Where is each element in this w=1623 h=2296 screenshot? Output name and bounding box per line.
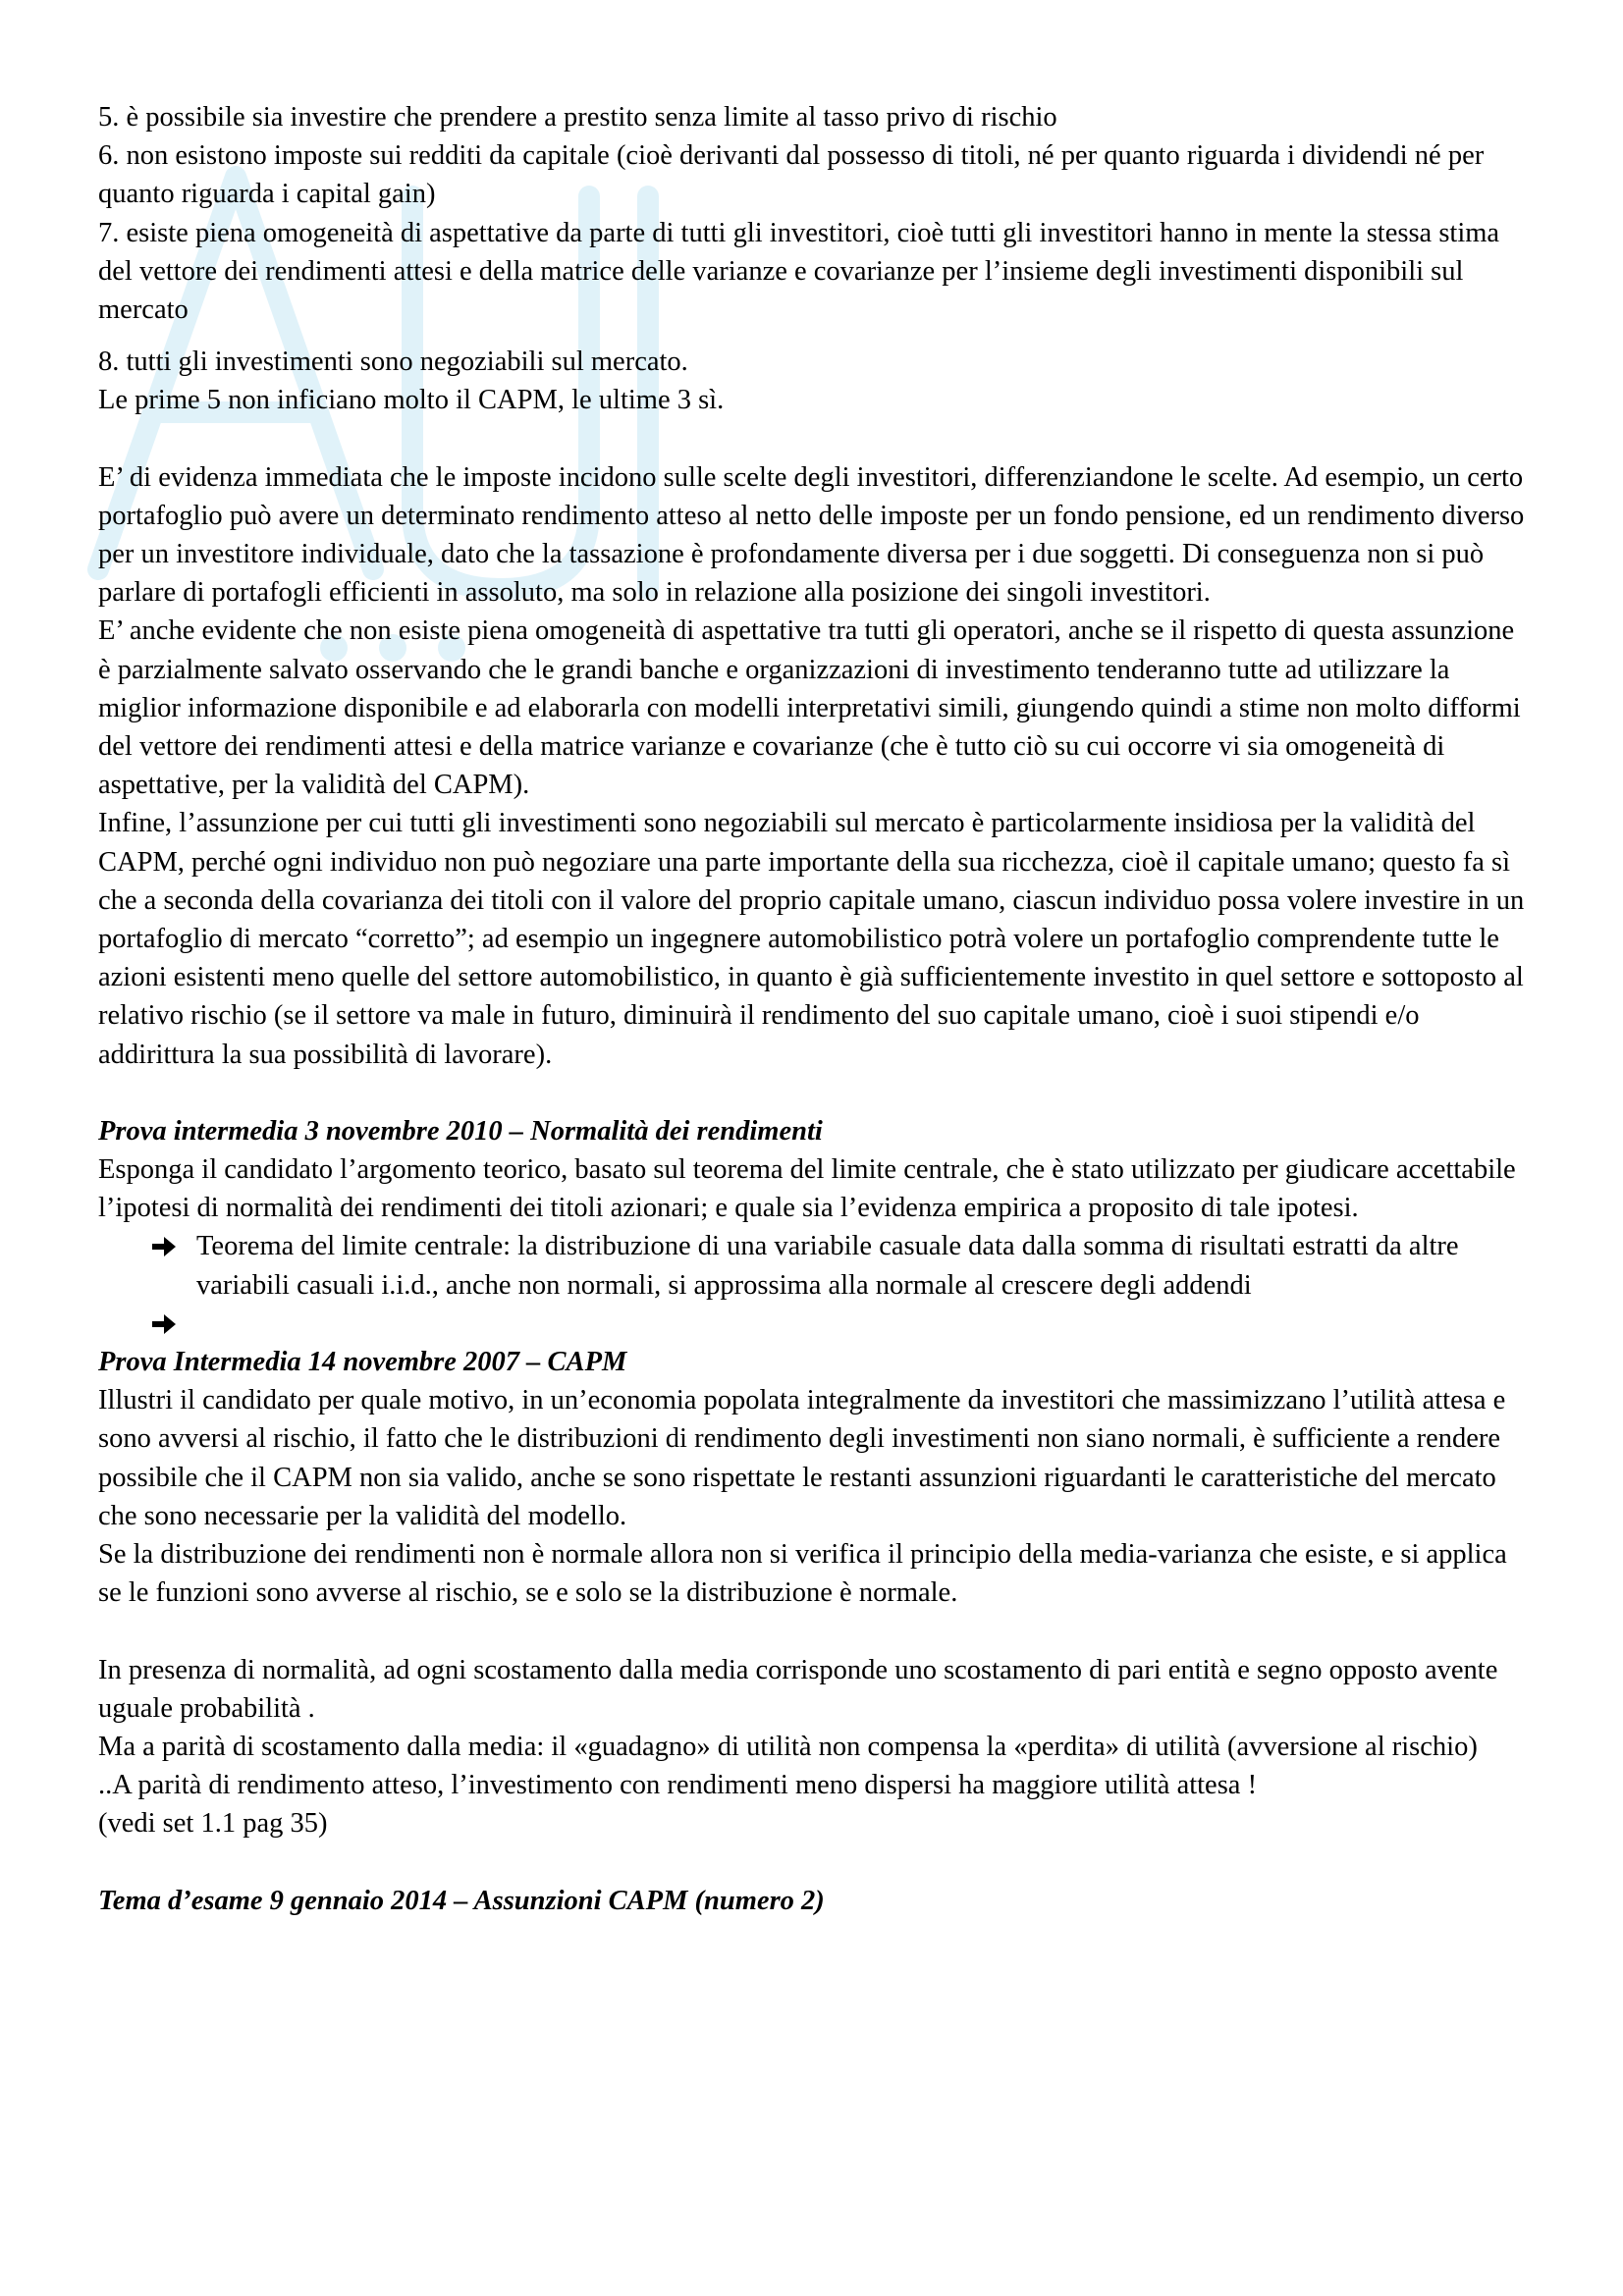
- discussion-block: [98, 458, 1532, 1074]
- assumption-item-6: 6. non esistono imposte sui redditi da capitale (cioè derivanti dal possesso di titoli, né per quanto riguarda i dividendi né per quanto riguarda i capital gain): [98, 140, 1485, 210]
- assumption-item-5: 5. è possibile sia investire che prendere a prestito senza limite al tasso privo di rischio: [98, 102, 1057, 133]
- assumption-item-7: 7. esiste piena omogeneità di aspettative da parte di tutti gli investitori, cioè tutti gli investitori hanno in mente la stessa stima del vettore dei rendimenti attesi e della matrice delle varianze e covarianze per l’insieme degli investimenti disponibili sul mercato: [98, 217, 1500, 326]
- bullet-item: [98, 1305, 1532, 1343]
- answer-bullet-list: [98, 1227, 1532, 1343]
- assumption-item-8: 8. tutti gli investimenti sono negoziabili sul mercato.: [98, 347, 688, 378]
- section-normality: [98, 1112, 1532, 1343]
- right-arrow-icon: [151, 1313, 177, 1335]
- bullet-item: [98, 1227, 1532, 1304]
- section-exam-2014: [98, 1882, 1532, 1920]
- discussion-paragraph-expectations: E’ anche evidente che non esiste piena omogeneità di aspettative tra tutti gli operatori, anche se il rispetto di questa assunzione è parzialmente salvato osservando che le grandi banche e organizzazioni di investimento tenderanno tutte ad utilizzare la miglior informazione disponibile e ad elaborarla con modelli interpretativi simili, giungendo quindi a stime non molto difformi del vettore dei rendimenti attesi e della matrice varianze e covarianze (che è tutto ciò su cui occorre vi sia omogeneità di aspettative, per la validità del CAPM).: [98, 615, 1521, 801]
- section-capm: [98, 1343, 1532, 1842]
- section-heading-normality: Prova intermedia 3 novembre 2010 – Normalità dei rendimenti: [98, 1115, 823, 1147]
- document-page: [98, 98, 1532, 1920]
- right-arrow-icon: [151, 1236, 177, 1257]
- section-heading-capm: Prova Intermedia 14 novembre 2007 – CAPM: [98, 1347, 627, 1378]
- assumptions-summary: Le prime 5 non inficiano molto il CAPM, le ultime 3 sì.: [98, 385, 725, 416]
- note-normality-symmetry: In presenza di normalità, ad ogni scostamento dalla media corrisponde uno scostamento di pari entità e segno opposto avente uguale probabilità .: [98, 1654, 1498, 1724]
- answer-capm: Se la distribuzione dei rendimenti non è normale allora non si verifica il principio della media-varianza che esiste, e si applica se le funzioni sono avverse al rischio, se e solo se la distribuzione è normale.: [98, 1539, 1507, 1609]
- question-capm: Illustri il candidato per quale motivo, in un’economia popolata integralmente da investitori che massimizzano l’utilità attesa e sono avversi al rischio, il fatto che le distribuzioni di rendimento degli investimenti non siano normali, è sufficiente a rendere possibile che il CAPM non sia valido, anche se sono rispettate le restanti assunzioni riguardanti le caratteristiche del mercato che sono necessarie per la validità del modello.: [98, 1385, 1506, 1531]
- section-heading-exam-2014: Tema d’esame 9 gennaio 2014 – Assunzioni CAPM (numero 2): [98, 1885, 825, 1916]
- discussion-paragraph-taxes: E’ di evidenza immediata che le imposte incidono sulle scelte degli investitori, differenziandone le scelte. Ad esempio, un certo portafoglio può avere un determinato rendimento atteso al netto delle imposte per un fondo pensione, ed un rendimento diverso per un investitore individuale, dato che la tassazione è profondamente diversa per i due soggetti. Di conseguenza non si può parlare di portafogli efficienti in assoluto, ma solo in relazione alla posizione dei singoli investitori.: [98, 461, 1525, 609]
- note-reference: (vedi set 1.1 pag 35): [98, 1808, 328, 1840]
- question-normality: Esponga il candidato l’argomento teorico, basato sul teorema del limite centrale, che è stato utilizzato per giudicare accettabile l’ipotesi di normalità dei rendimenti dei titoli azionari; e quale sia l’evidenza empirica a proposito di tale ipotesi.: [98, 1154, 1516, 1224]
- note-expected-utility: ..A parità di rendimento atteso, l’investimento con rendimenti meno dispersi ha maggiore utilità attesa !: [98, 1770, 1258, 1801]
- discussion-paragraph-human-capital: Infine, l’assunzione per cui tutti gli investimenti sono negoziabili sul mercato è particolarmente insidiosa per la validità del CAPM, perché ogni individuo non può negoziare una parte importante della sua ricchezza, cioè il capitale umano; questo fa sì che a seconda della covarianza dei titoli con il valore del proprio capitale umano, ciascun individuo possa volere investire in un portafoglio di mercato “corretto”; ad esempio un ingegnere automobilistico potrà volere un portafoglio comprendente tutte le azioni esistenti meno quelle del settore automobilistico, in quanto è già sufficientemente investito in quel settore e sottoposto al relativo rischio (se il settore va male in futuro, diminuirà il rendimento del suo capitale umano, cioè i suoi stipendi e/o addirittura la sua possibilità di lavorare).: [98, 808, 1525, 1070]
- assumption-list-continuation: [98, 98, 1532, 329]
- bullet-text: Teorema del limite centrale: la distribuzione di una variabile casuale data dalla somma di risultati estratti da altre variabili casuali i.i.d., anche non normali, si approssima alla normale al crescere degli addendi: [196, 1231, 1459, 1301]
- note-risk-aversion: Ma a parità di scostamento dalla media: il «guadagno» di utilità non compensa la «perdita» di utilità (avversione al rischio): [98, 1731, 1478, 1762]
